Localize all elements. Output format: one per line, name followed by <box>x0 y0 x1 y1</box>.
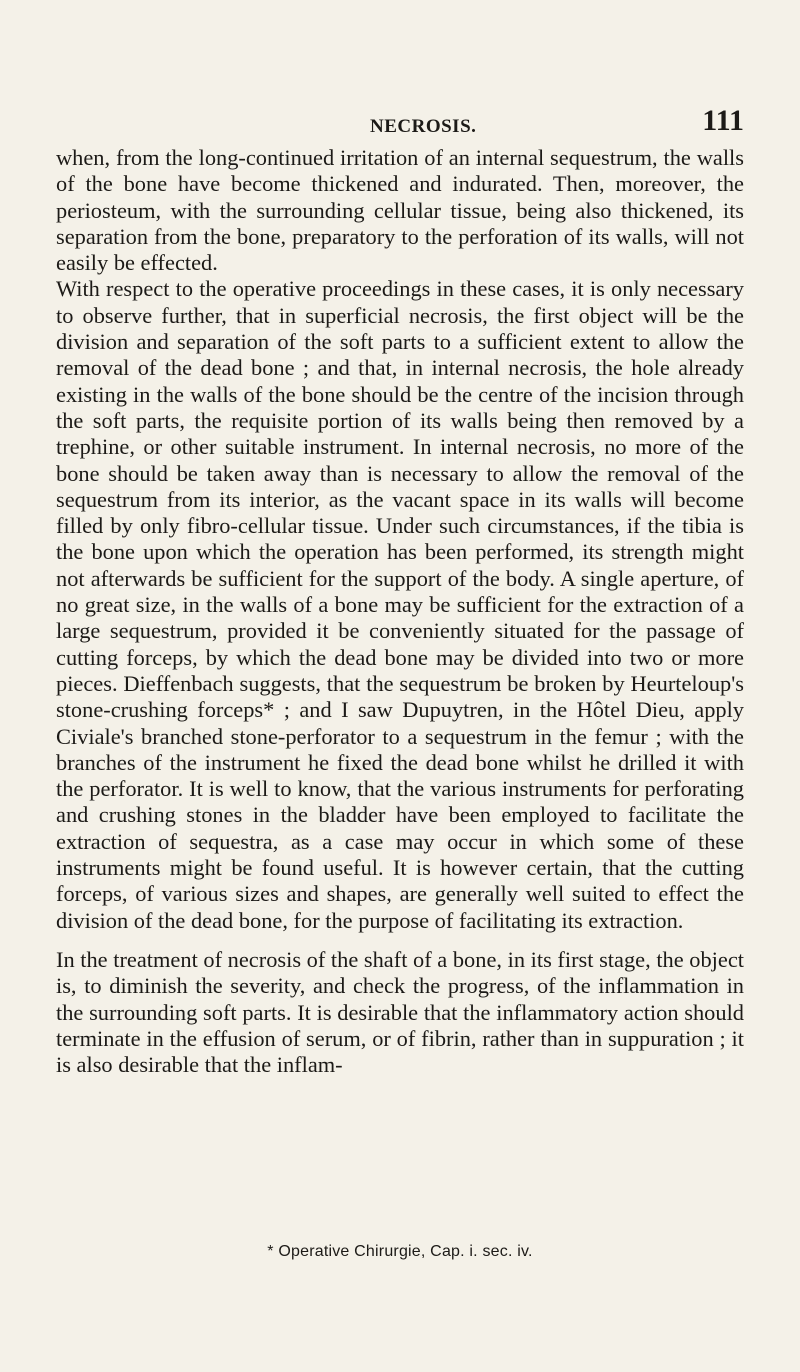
paragraph-2: With respect to the operative proceedings in these cases, it is only necessary to observe further, that in superficial necrosis, the first object will be the division and separation of the soft parts to a sufficient extent to allow the removal of the dead bone ; and that, in internal necrosis, the hole already existing in the walls of the bone should be the centre of the incision through the soft parts, the requisite portion of its walls being then removed by a trephine, or other suitable instrument. In internal necrosis, no more of the bone should be taken away than is necessary to allow the removal of the sequestrum from its interior, as the vacant space in its walls will become filled by only fibro-cellular tissue. Under such circumstances, if the tibia is the bone upon which the operation has been performed, its strength might not afterwards be sufficient for the support of the body. A single aperture, of no great size, in the walls of a bone may be sufficient for the extraction of a large sequestrum, provided it be conveniently situated for the passage of cutting forceps, by which the dead bone may be divided into two or more pieces. Dieffenbach suggests, that the sequestrum be broken by Heurteloup's stone-crushing forceps* ; and I saw Dupuytren, in the Hôtel Dieu, apply Civiale's branched stone-perforator to a sequestrum in the femur ; with the branches of the instrument he fixed the dead bone whilst he drilled it with the perforator. It is well to know, that the various instruments for perforating and crushing stones in the bladder have been employed to facilitate the extraction of sequestra, as a case may occur in which some of these instruments might be found useful. It is however certain, that the cutting forceps, of various sizes and shapes, are generally well suited to effect the division of the dead bone, for the purpose of facilitating its extraction. <box>56 276 744 933</box>
running-head <box>56 104 744 144</box>
page-number: 111 <box>702 104 744 137</box>
paragraph-1: when, from the long-continued irritation of an internal sequestrum, the walls of the bone have become thickened and indurated. Then, moreover, the periosteum, with the surrounding cellular tissue, being also thickened, its separation from the bone, preparatory to the perforation of its walls, will not easily be effected. <box>56 145 744 276</box>
body-text <box>56 145 744 1078</box>
chapter-title: NECROSIS. <box>370 116 477 137</box>
paragraph-3: In the treatment of necrosis of the shaft of a bone, in its first stage, the object is, to diminish the severity, and check the progress, of the inflammation in the surrounding soft parts. It is desirable that the inflammatory action should terminate in the effusion of serum, or of fibrin, rather than in suppuration ; it is also desirable that the inflam- <box>56 946 744 1078</box>
footnote: * Operative Chirurgie, Cap. i. sec. iv. <box>267 1243 533 1260</box>
